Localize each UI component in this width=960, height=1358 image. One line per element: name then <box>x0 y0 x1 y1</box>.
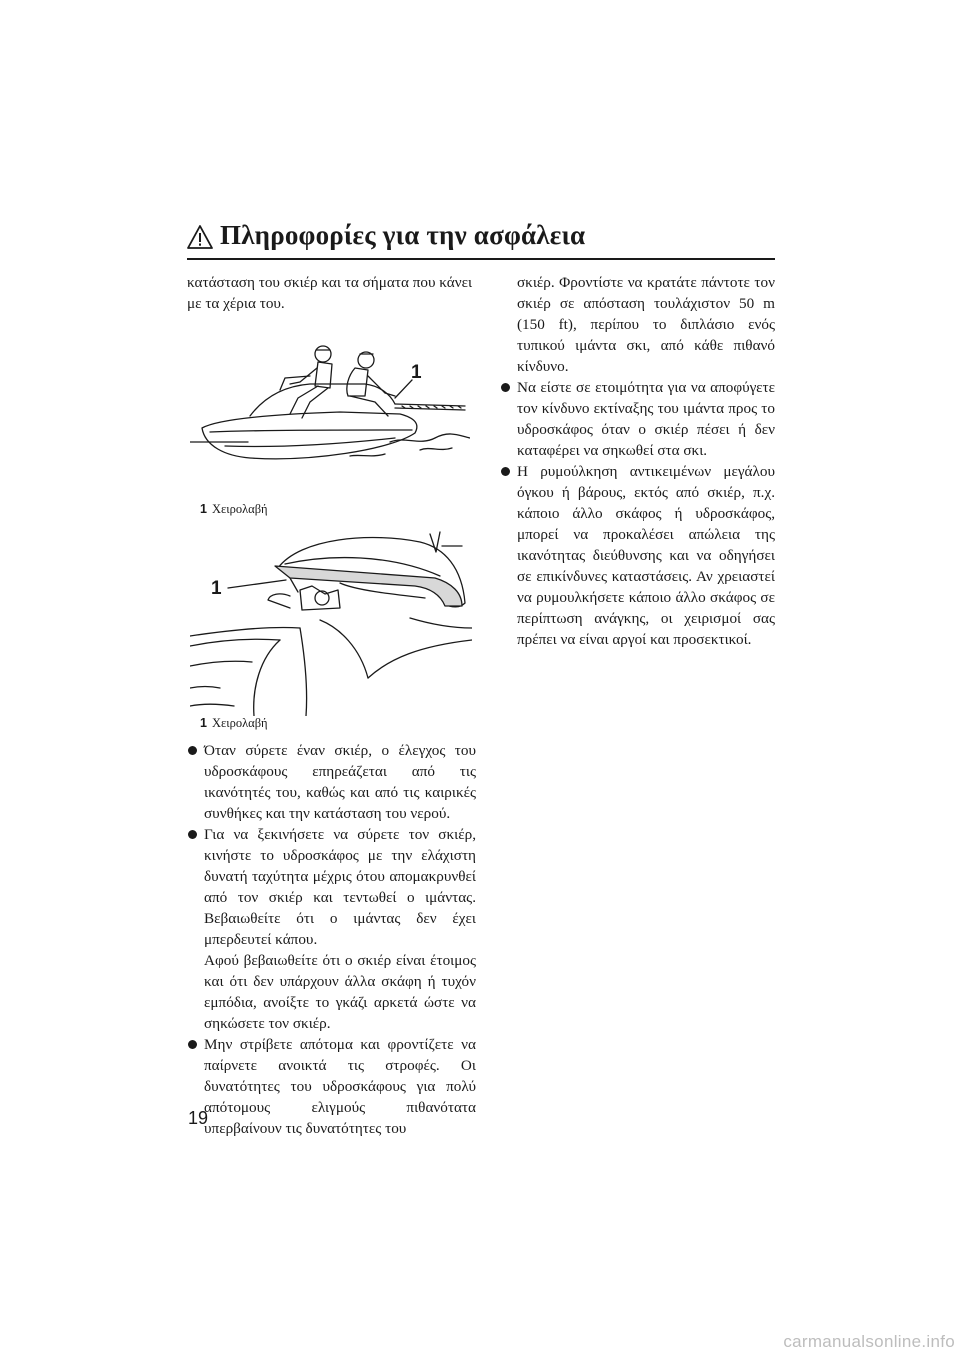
bullet-dot <box>188 830 197 839</box>
footer-watermark[interactable]: carmanualsonline.info <box>783 1332 955 1351</box>
figure1-caption <box>200 502 268 517</box>
towing-illustration <box>190 338 470 498</box>
figure1-callout: 1 <box>411 362 422 383</box>
right-column <box>500 272 775 650</box>
bullet-text: Η ρυμούλκηση αντικειμένων μεγάλου όγκου ή βάρους, εκτός από σκιέρ, π.χ. κάποιο άλλο σκάφος ή υδροσκάφος, μπορεί να προκαλέσει απώλεια της ικανότητας διεύθυνσης και να οδηγήσει σε επικίνδυνες καταστάσεις. Αν χρειαστεί να ρυμουλκήσετε κάποιο άλλο σκάφος σε περίπτωση ανάγκης, οι χειρισμοί σας πρέπει να είναι αργοί και προσεκτικοί. <box>517 463 775 648</box>
caption-number: 1 <box>200 716 207 730</box>
bullet-text: Όταν σύρετε έναν σκιέρ, ο έλεγχος του υδροσκάφους επηρεάζεται από τις ικανότητές του, καθώς και από τις καιρικές συνθήκες και την κατάσταση του νερού. <box>204 742 476 822</box>
bullet-item <box>187 1034 476 1139</box>
bullet-dot <box>501 383 510 392</box>
bullet-dot <box>501 467 510 476</box>
caption-number: 1 <box>200 502 207 516</box>
bullet-dot <box>188 1040 197 1049</box>
figure2-caption <box>200 716 268 731</box>
page-title: Πληροφορίες για την ασφάλεια <box>220 220 586 250</box>
caption-text: Χειρολαβή <box>211 716 268 730</box>
figure2-callout: 1 <box>211 578 222 599</box>
intro-line: κατάσταση του σκιέρ και τα σήματα που κάνει <box>187 274 473 291</box>
intro-line: με τα χέρια του. <box>187 295 285 312</box>
bullet-continuation: Αφού βεβαιωθείτε ότι ο σκιέρ είναι έτοιμος και ότι δεν υπάρχουν άλλα σκάφη ή τυχόν εμπόδια, ανοίξτε το γκάζι αρκετά ώστε να σηκώσετε τον σκιέρ. <box>204 952 476 1032</box>
bullet-item <box>500 461 775 650</box>
bullet-item <box>500 377 775 461</box>
left-bullet-list <box>187 740 476 1139</box>
bullet-item <box>187 740 476 824</box>
caption-text: Χειρολαβή <box>211 502 268 516</box>
intro-text <box>187 272 476 314</box>
continuation-text: σκιέρ. Φροντίστε να κρατάτε πάντοτε τον σκιέρ σε απόσταση τουλάχιστον 50 m (150 ft), περίπου το διπλάσιο ενός τυπικού ιμάντα σκι, από κάθε πιθανό κίνδυνο. <box>517 274 775 375</box>
bullet-text: Για να ξεκινήσετε να σύρετε τον σκιέρ, κινήστε το υδροσκάφος με την ελάχιστη δυνατή ταχύτητα μέχρις ότου απομακρυνθεί από τον σκιέρ και τεντωθεί ο ιμάντας. Βεβαιωθείτε ότι ο ιμάντας δεν έχει μπερδευτεί κάπου. <box>204 826 476 948</box>
bullet-item <box>187 824 476 950</box>
bullet-text: Μην στρίβετε απότομα και φροντίζετε να παίρνετε ανοικτά τις στροφές. Οι δυνατότητες του υδροσκάφους για πολύ απότομους ελιγμούς πιθανότατα υπερβαίνουν τις δυνατότητες του <box>204 1036 476 1137</box>
grab-handle-illustration <box>190 528 472 716</box>
page-number: 19 <box>188 1108 209 1128</box>
bullet-text: Να είστε σε ετοιμότητα για να αποφύγετε τον κίνδυνο εκτίναξης του ιμάντα προς το υδροσκάφος όταν ο σκιέρ πέσει ή δεν καταφέρει να σηκωθεί στα σκι. <box>517 379 775 459</box>
section-header <box>187 222 775 260</box>
warning-triangle-icon <box>187 224 213 250</box>
bullet-dot <box>188 746 197 755</box>
